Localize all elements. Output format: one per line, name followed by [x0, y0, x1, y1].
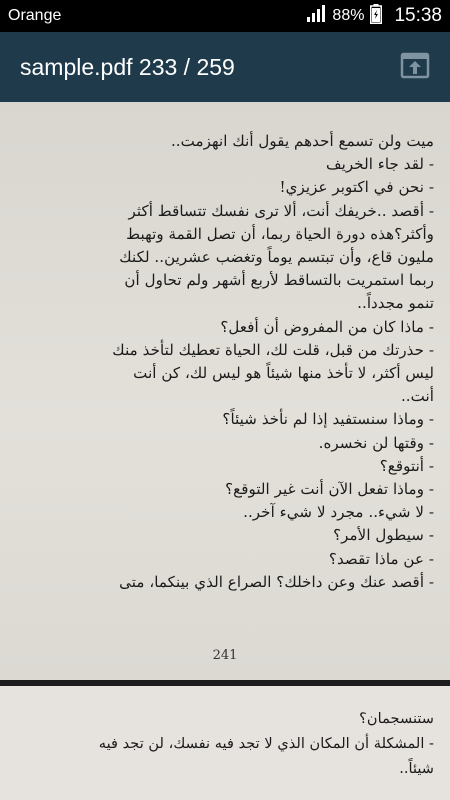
- text-line: - أقصد عنك وعن داخلك؟ الصراع الذي بينكما، متى: [119, 572, 434, 591]
- text-line: ليس أكثر، لا تأخذ منها شيئاً هو ليس لك، كن أنت: [133, 364, 434, 383]
- open-in-app-button[interactable]: [398, 50, 432, 84]
- text-line: ميت ولن تسمع أحدهم يقول أنك انهزمت..: [170, 132, 434, 150]
- text-line: أنت..: [400, 387, 434, 406]
- text-line: - سيطول الأمر؟: [333, 526, 434, 545]
- text-line: تنمو مجدداً..: [357, 294, 434, 313]
- text-line: - عن ماذا تقصد؟: [328, 549, 434, 568]
- page-text: [18, 706, 434, 781]
- text-line: - حذرتك من قبل، قلت لك، الحياة تعطيك لتأخذ منك: [112, 340, 434, 359]
- pdf-page[interactable]: [0, 102, 450, 680]
- clock: 15:38: [394, 5, 442, 26]
- battery-percent: 88%: [332, 7, 365, 24]
- pdf-page[interactable]: [0, 686, 450, 800]
- text-line: - لقد جاء الخريف: [325, 155, 434, 174]
- text-line: - وماذا سنستفيد إذا لم نأخذ شيئاً؟: [222, 410, 434, 429]
- page-text: [18, 130, 434, 594]
- text-line: ربما استمريت بالتساقط لأربع أشهر ولم تحاول أن: [124, 271, 434, 290]
- text-line: ستنسجمان؟: [359, 710, 434, 727]
- text-line: شيئاً..: [399, 760, 434, 777]
- battery-icon: [370, 4, 382, 29]
- document-title: sample.pdf 233 / 259: [20, 53, 235, 80]
- text-line: - وقتها لن نخسره.: [318, 433, 434, 452]
- signal-icon: [306, 5, 326, 28]
- open-in-new-icon: [400, 51, 430, 83]
- app-bar: [0, 32, 450, 102]
- status-icons: [306, 4, 442, 29]
- carrier-name: Orange: [8, 7, 62, 24]
- status-bar: [0, 0, 450, 32]
- text-line: - وماذا تفعل الآن أنت غير التوقع؟: [225, 480, 434, 499]
- text-line: - أنتوقع؟: [379, 456, 434, 475]
- text-line: - لا شيء.. مجرد لا شيء آخر..: [243, 503, 434, 522]
- text-line: - المشكلة أن المكان الذي لا تجد فيه نفسك، لن تجد فيه: [98, 735, 434, 752]
- page-number: 241: [212, 648, 238, 663]
- text-line: مليون قاع، وأن تبتسم يوماً وتغضب عشرين.. لكنك: [119, 248, 434, 267]
- text-line: - ماذا كان من المفروض أن أفعل؟: [220, 317, 434, 336]
- text-line: وأكثر؟هذه دورة الحياة ربما، أن تصل القمة وتهبط: [126, 224, 434, 243]
- text-line: - نحن في اكتوبر عزيزي!: [279, 178, 434, 197]
- text-line: - أقصد ..خريفك أنت، ألا ترى نفسك تتساقط أكثر: [128, 201, 434, 220]
